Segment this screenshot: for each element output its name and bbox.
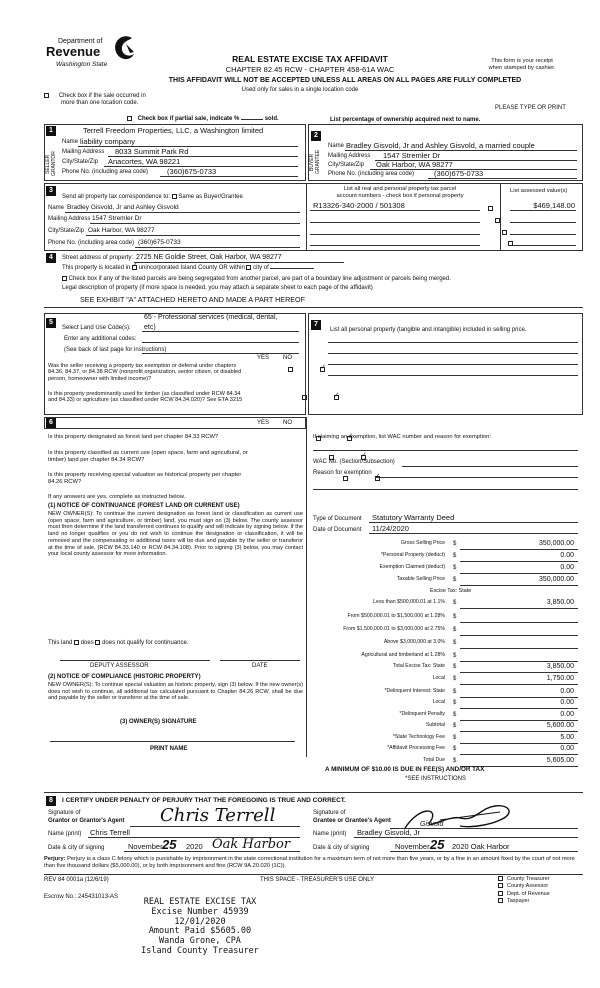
parcel-number: R13326-340-2000 / 501308 [313,201,405,210]
additional-codes-label: Enter any additional codes: [64,336,137,342]
perjury-text: Perjury is a class C felony which is punishable by imprisonment in the state correctional institution for a maximum term of not more than five years, or by a fine in an amount fixed by the court of not more than five thousand dollars ($5,000.00), or by both imprisonment and fine (RCW 9A.20.020 (1C)). [44,856,575,870]
tax-row-dollar: $ [453,577,457,583]
tax-row-value: 0.00 [560,745,574,752]
tax-row-label: Total Due [423,757,445,763]
tax-corr-phone: (360)675-0733 [138,239,181,246]
buyer-city: Oak Harbor, WA 98277 [376,160,453,169]
minimum-fee-note: A MINIMUM OF $10.00 IS DUE IN FEE(S) AND/OR TAX [325,766,485,773]
grantor-name-label: Name (print) [48,831,82,837]
tax-row-label: *State Technology Fee [392,734,445,740]
tax-corr-name-label: Name [48,205,65,211]
tax-row-value: 0.00 [560,711,574,718]
tax-row-value: 5,600.00 [546,722,574,729]
seller-city: Anacortes, WA 98221 [108,157,181,166]
qualify-does-checkbox[interactable] [74,640,79,645]
logo-swirl-icon [112,34,138,64]
logo-name-text: Revenue [46,44,101,59]
buyer-name: Bradley Gisvold, Jr and Ashley Gisvold, a married couple [346,141,535,150]
grantor-sig-label-2: Grantor or Grantor's Agent [48,818,125,824]
tax-row-line [460,648,578,649]
tax-row-dollar: $ [453,700,457,706]
qualify-does-not-label: does not qualify for continuance. [102,640,189,647]
tax-row-label: Gross Selling Price [400,540,445,546]
copy-checkbox[interactable] [498,898,503,903]
partial-sale-checkbox[interactable] [127,116,132,121]
qualify-land-label: This land [48,640,73,647]
copy-checkbox[interactable] [498,876,503,881]
segregate-row [62,276,451,283]
grantor-month: November [128,842,163,851]
tax-row-label: *Affidavit Processing Fee [387,745,445,751]
section-number-5: 5 [46,318,56,328]
doc-date-label: Date of Document [313,527,362,533]
tax-row-value: 350,000.00 [538,576,574,583]
stamp-line-3: 12/01/2020 [174,916,226,927]
grantee-signature: Gisvold [420,821,444,828]
tax-row-label: Less than $500,000.01 at 1.1% [373,599,445,605]
qualify-does-label: does [80,640,94,647]
tax-row-label: Agricultural and timberland at 1.28% [361,652,445,658]
receipt-note-line-2: when stamped by cashier. [488,64,556,71]
tax-row-dollar: $ [453,758,457,764]
exemption-claim-label: If claiming an exemption, list WAC number and reason for exemption: [313,434,491,440]
copy-item [498,898,550,905]
tax-corr-city: Oak Harbor, WA 98277 [88,227,155,234]
seller-name-2: liability company [80,137,136,146]
copy-checkbox[interactable] [498,891,503,896]
forest-question-2: Is this property classified as current use (open space, farm and agricultural, or timber) land per chapter 84.34 RCW? [48,450,248,463]
grantor-name: Chris Terrell [90,828,130,837]
single-location-note: Used only for sales in a single location code [241,87,359,93]
tax-row-label: *Delinquent Interest: State [384,688,445,694]
copy-label: Dept. of Revenue [507,890,550,897]
exemption-yes-checkbox[interactable] [288,367,293,372]
section-number-7: 7 [311,320,321,330]
stamp-line-4: Amount Paid $5605.00 [148,926,252,937]
tax-row-dollar: $ [453,746,457,752]
seller-name-1: Terrell Freedom Properties, LLC, a Washington limited [83,126,264,135]
forest-question-3: Is this property receiving special valuation as historical property per chapter 84.26 RCW? [48,472,242,485]
section-number-2: 2 [311,131,321,141]
seller-address-label: Mailing Address [62,149,105,155]
copy-item [498,876,550,883]
grantor-sig-label-1: Signature of [48,810,81,816]
personal-prop-checkbox-2[interactable] [495,218,500,223]
tax-row-dollar: $ [453,735,457,741]
owner-signature-label: (3) OWNER(S) SIGNATURE [120,719,197,725]
tax-row-value: 3,850.00 [546,663,574,670]
street-label: Street address of property: [62,255,134,261]
tax-row-line [460,622,578,623]
seller-name-label: Name [62,139,79,145]
logo-dept-text: Department of [58,38,103,45]
tax-row-label: Exemption Claimed (deduct) [379,564,445,570]
grantor-day: 25 [162,837,177,852]
copy-label: County Assessor [507,883,549,890]
tax-row-line [460,743,578,744]
tax-row-value: 350,000.00 [538,540,574,547]
forest-yes-header: YES [257,420,270,426]
tax-row-dollar: $ [453,689,457,695]
grantee-year-city: 2020 Oak Harbor [452,842,510,851]
exemption-question: Was the seller receiving a property tax exemption or deferral under chapters 84.36, 84.37, or 84.38 RCW (nonprofit organization, senior citizen, or disabled person, homeowner with limited income)? [48,363,242,382]
same-as-buyer-checkbox[interactable] [172,194,177,199]
tax-row-line [460,754,578,755]
grantee-date-label: Date & city of signing [313,845,370,851]
segregate-label: Check box if any of the listed parcels are being segregated from another parcel, are part of a boundary line adjustment or parcels being merged. [68,276,451,283]
partial-sale-label: Check box if partial sale, indicate % [137,116,240,123]
tax-row-line [460,585,578,586]
tax-row-value: 0.00 [560,699,574,706]
compliance-title: (2) NOTICE OF COMPLIANCE (HISTORIC PROPERTY) [48,674,201,680]
unincorporated-label: unincorporated Island County OR within [138,265,245,272]
assessed-value: $469,148.00 [533,201,575,210]
multi-location-check [44,92,146,100]
forest-no-header: NO [283,420,292,426]
stamp-line-1: REAL ESTATE EXCISE TAX [143,897,257,907]
perjury-label: Perjury: [44,856,66,862]
tax-row-line [460,684,578,685]
copy-checkbox[interactable] [498,883,503,888]
stamp-line-2: Excise Number 45939 [151,906,249,917]
land-use-label: Select Land Use Code(s): [62,325,131,331]
ownership-note: List percentage of ownership acquired next to name. [330,117,481,123]
section-number-1: 1 [46,126,56,136]
grantor-date-label: Date & city of signing [48,845,105,851]
city-of-field[interactable] [270,268,314,269]
copy-label: County Treasurer [507,876,550,882]
doc-date: 11/24/2020 [372,524,409,533]
tax-row-label: Local [432,699,445,705]
tax-row-dollar: $ [453,541,457,547]
tax-row-label: Subtotal [425,722,445,728]
see-back-note: (See back of last page for instructions) [64,347,167,353]
same-as-buyer-label: Same as Buyer/Grantee [178,194,243,201]
tax-row-dollar: $ [453,723,457,729]
buyer-name-label: Name [328,143,345,149]
personal-prop-checkbox-1[interactable] [488,206,493,211]
tax-row-line [460,661,578,662]
personal-property-label: List all personal property (tangible and intangible) included in selling price. [330,327,527,333]
seller-phone-label: Phone No. (including area code) [62,169,149,175]
escrow-number: Escrow No.: 245431013-AS [44,894,119,900]
seller-phone: (360)675-0733 [167,167,217,176]
see-instructions-note: *SEE INSTRUCTIONS [405,776,467,782]
stamp-line-5: Wanda Grone, CPA [159,936,241,947]
grantor-city: Oak Harbor [212,837,291,852]
tax-row-line [460,720,578,721]
tax-row-value: 0.00 [560,552,574,559]
tax-row-value: 5,605.00 [546,757,574,764]
tax-row-value: 0.00 [560,688,574,695]
grantee-name-label: Name (print) [313,831,347,837]
tax-row-value: 1,750.00 [546,675,574,682]
tax-row-dollar: $ [453,676,457,682]
form-revision: REV 84 0001a (12/6/19) [44,877,109,883]
compliance-body: NEW OWNER(S): To continue special valuation as historic property, sign (3) below. If the new owner(s) does not wish to continue, all additional tax calculated pursuant to Chapter 84.26 RCW, shall be due and payable by the seller or transferor at the time of sale. [48,682,303,702]
tax-row-label: *Personal Property (deduct) [380,552,445,558]
tax-corr-address: 1547 Stremler Dr [92,215,142,222]
tax-row-dollar: $ [453,614,457,620]
if-yes-note: If any answers are yes, complete as instructed below. [48,494,186,500]
land-use-code-2: etc) [144,324,156,331]
segregate-checkbox[interactable] [62,276,67,281]
partial-sale-sold-label: sold. [264,116,279,123]
completion-warning: THIS AFFIDAVIT WILL NOT BE ACCEPTED UNLESS ALL AREAS ON ALL PAGES ARE FULLY COMPLETED [168,77,522,84]
tax-row-label: From $500,000.01 to $1,500,000 at 1.28% [347,613,445,619]
tax-row-label: Above $3,000,000 at 3.0% [383,639,445,645]
tax-row-label: Total Excise Tax: State [392,663,445,669]
qualify-row [48,640,188,647]
tax-row-label: From $1,500,000.01 to $3,000,000 at 2.75% [343,626,445,632]
section-number-3: 3 [46,186,56,196]
buyer-phone: (360)675-0733 [434,169,484,178]
tax-corr-city-label: City/State/Zip [48,228,85,234]
deputy-date-label: DATE [252,663,268,669]
excise-state-header: Excise Tax: State [430,588,472,594]
print-name-label: PRINT NAME [150,746,188,752]
wac-label: WAC No. (Section/Subsection) [313,459,395,465]
grantor-signature: Chris Terrell [160,805,276,826]
parcel-header-line-1: List all real and personal property tax parcel [343,186,457,192]
tax-row-line [460,697,578,698]
tax-row-dollar: $ [453,653,457,659]
exemption-reason-label: Reason for exemption [313,470,372,476]
tax-corr-address-label: Mailing Address [48,216,91,222]
tax-row-label: Taxable Selling Price [396,576,445,582]
tax-row-value: 3,850.00 [546,599,574,606]
timber-question: Is this property predominantly used for timber (as classified under RCW 84.34 and 84.33) or agriculture (as classified under RCW 84.34.020)? See ETA 3215 [48,391,243,404]
dor-logo [46,34,156,74]
assessed-header: List assessed value(s) [510,188,568,194]
form-subtitle: CHAPTER 82.45 RCW - CHAPTER 458-61A WAC [225,65,395,74]
copy-item [498,883,550,890]
buyer-address: 1547 Stremler Dr [383,151,441,160]
receipt-note [467,58,577,71]
certify-text: I CERTIFY UNDER PENALTY OF PERJURY THAT THE FOREGOING IS TRUE AND CORRECT. [62,797,346,804]
city-of-label: city of [253,265,269,272]
tax-row-dollar: $ [453,565,457,571]
tax-row-dollar: $ [453,640,457,646]
tax-row-line [460,561,578,562]
tax-row-line [460,608,578,609]
treasurer-stamp [125,898,275,957]
tax-row-line [460,672,578,673]
stamp-line-6: Island County Treasurer [141,945,259,956]
continuance-title: (1) NOTICE OF CONTINUANCE (FOREST LAND OR CURRENT USE) [48,503,240,509]
legal-desc-exhibit: SEE EXHIBIT "A" ATTACHED HERETO AND MADE A PART HEREOF [80,295,306,304]
treasurer-use-only: THIS SPACE - TREASURER'S USE ONLY [260,877,375,883]
continuance-body: NEW OWNER(S): To continue the current designation as forest land or classification as current use (open space, farm and agriculture, or timber) land, you must sign on (3) below. The county assessor must then determine if the land transferred continues to qualify and will indicate by signing below. If the land no longer qualifies or you do not wish to continue the designation or classification, it will be removed and the compensating or additional taxes will be due and payable by the seller or transferor at the time of sale. (RCW 84.33.140 or RCW 84.34.108). Prior to signing (3) below, you may contact your local county assessor for more information. [48,511,303,558]
tax-row-value: 5.00 [560,734,574,741]
section-number-4: 4 [46,253,56,263]
doc-type: Statutory Warranty Deed [372,513,455,522]
parcel-header [310,186,490,199]
section-number-6: 6 [46,418,56,428]
tax-row-line [460,635,578,636]
personal-prop-checkbox-4[interactable] [508,241,513,246]
unincorporated-checkbox[interactable] [132,265,137,270]
grantor-year: 2020 [186,842,203,851]
tax-row-dollar: $ [453,627,457,633]
tax-row-line [460,708,578,709]
grantee-sig-label-2: Grantee or Grantee's Agent [313,818,391,824]
tax-row-label: *Delinquent Penalty [399,711,445,717]
form-title: REAL ESTATE EXCISE TAX AFFIDAVIT [232,54,388,64]
tax-row-line [460,573,578,574]
parcel-header-line-2: account numbers - check box if personal property [336,192,464,199]
partial-sale-row [127,116,279,123]
buyer-address-label: Mailing Address [328,153,371,159]
copy-distribution [498,876,550,906]
section-number-8: 8 [46,796,56,806]
city-checkbox[interactable] [246,265,251,270]
copy-label: Taxpayer [507,898,530,905]
grantee-name: Bradley Gisvold, Jr [357,828,420,837]
land-use-yes-header: YES [257,355,270,361]
seller-address: 8033 Summit Park Rd [115,147,189,156]
location-row [62,265,314,272]
tax-row-label: Local [432,675,445,681]
tax-row-dollar: $ [453,600,457,606]
partial-sale-percent-field[interactable] [241,119,263,120]
seller-side-label: SELLER GRANTOR [45,151,57,177]
tax-corr-label [62,194,243,201]
deputy-assessor-label: DEPUTY ASSESSOR [90,663,149,669]
tax-corr-phone-label: Phone No. (including area code) [48,240,135,246]
receipt-note-line-1: This form is your receipt [491,58,553,64]
logo-state-text: Washington State [56,61,108,68]
tax-row-line [460,731,578,732]
perjury-note [44,856,584,870]
buyer-phone-label: Phone No. (including area code) [328,171,415,177]
legal-desc-label: Legal description of property (if more space is needed, you may attach a separate sheet to each page of the affidavit) [62,285,373,291]
multi-location-text-2: more than one location code. [61,100,139,106]
located-in-label: This property is located in [62,265,131,272]
multi-location-checkbox[interactable] [44,93,49,98]
grantee-day: 25 [430,837,445,852]
buyer-city-label: City/State/Zip [328,162,365,168]
land-use-no-header: NO [283,355,292,361]
tax-row-dollar: $ [453,664,457,670]
seller-city-label: City/State/Zip [62,159,99,165]
tax-row-dollar: $ [453,553,457,559]
tax-row-value: 0.00 [560,564,574,571]
timber-yes-checkbox[interactable] [302,395,307,400]
tax-row-line [460,549,578,550]
tax-corr-name: Bradley Gisvold, Jr and Ashley Gisvold [67,204,179,211]
qualify-does-not-checkbox[interactable] [95,640,100,645]
tax-row-dollar: $ [453,712,457,718]
property-street: 2725 NE Goldie Street, Oak Harbor, WA 98277 [136,254,282,261]
type-or-print: PLEASE TYPE OR PRINT [495,105,566,111]
forest-question-1: Is this property designated as forest land per chapter 84.33 RCW? [48,434,219,440]
land-use-code-1: 65 - Professional services (medical, dental, [144,314,278,321]
personal-prop-checkbox-3[interactable] [502,230,507,235]
grantee-sig-label-1: Signature of [313,810,346,816]
grantee-month: November [395,842,430,851]
tax-corr-text: Send all property tax correspondence to: [62,194,171,201]
buyer-side-label: BUYER GRANTEE [309,149,321,175]
multi-location-text-1: Check box if the sale occurred in [58,93,146,99]
doc-type-label: Type of Document [313,516,362,522]
copy-item [498,891,550,898]
